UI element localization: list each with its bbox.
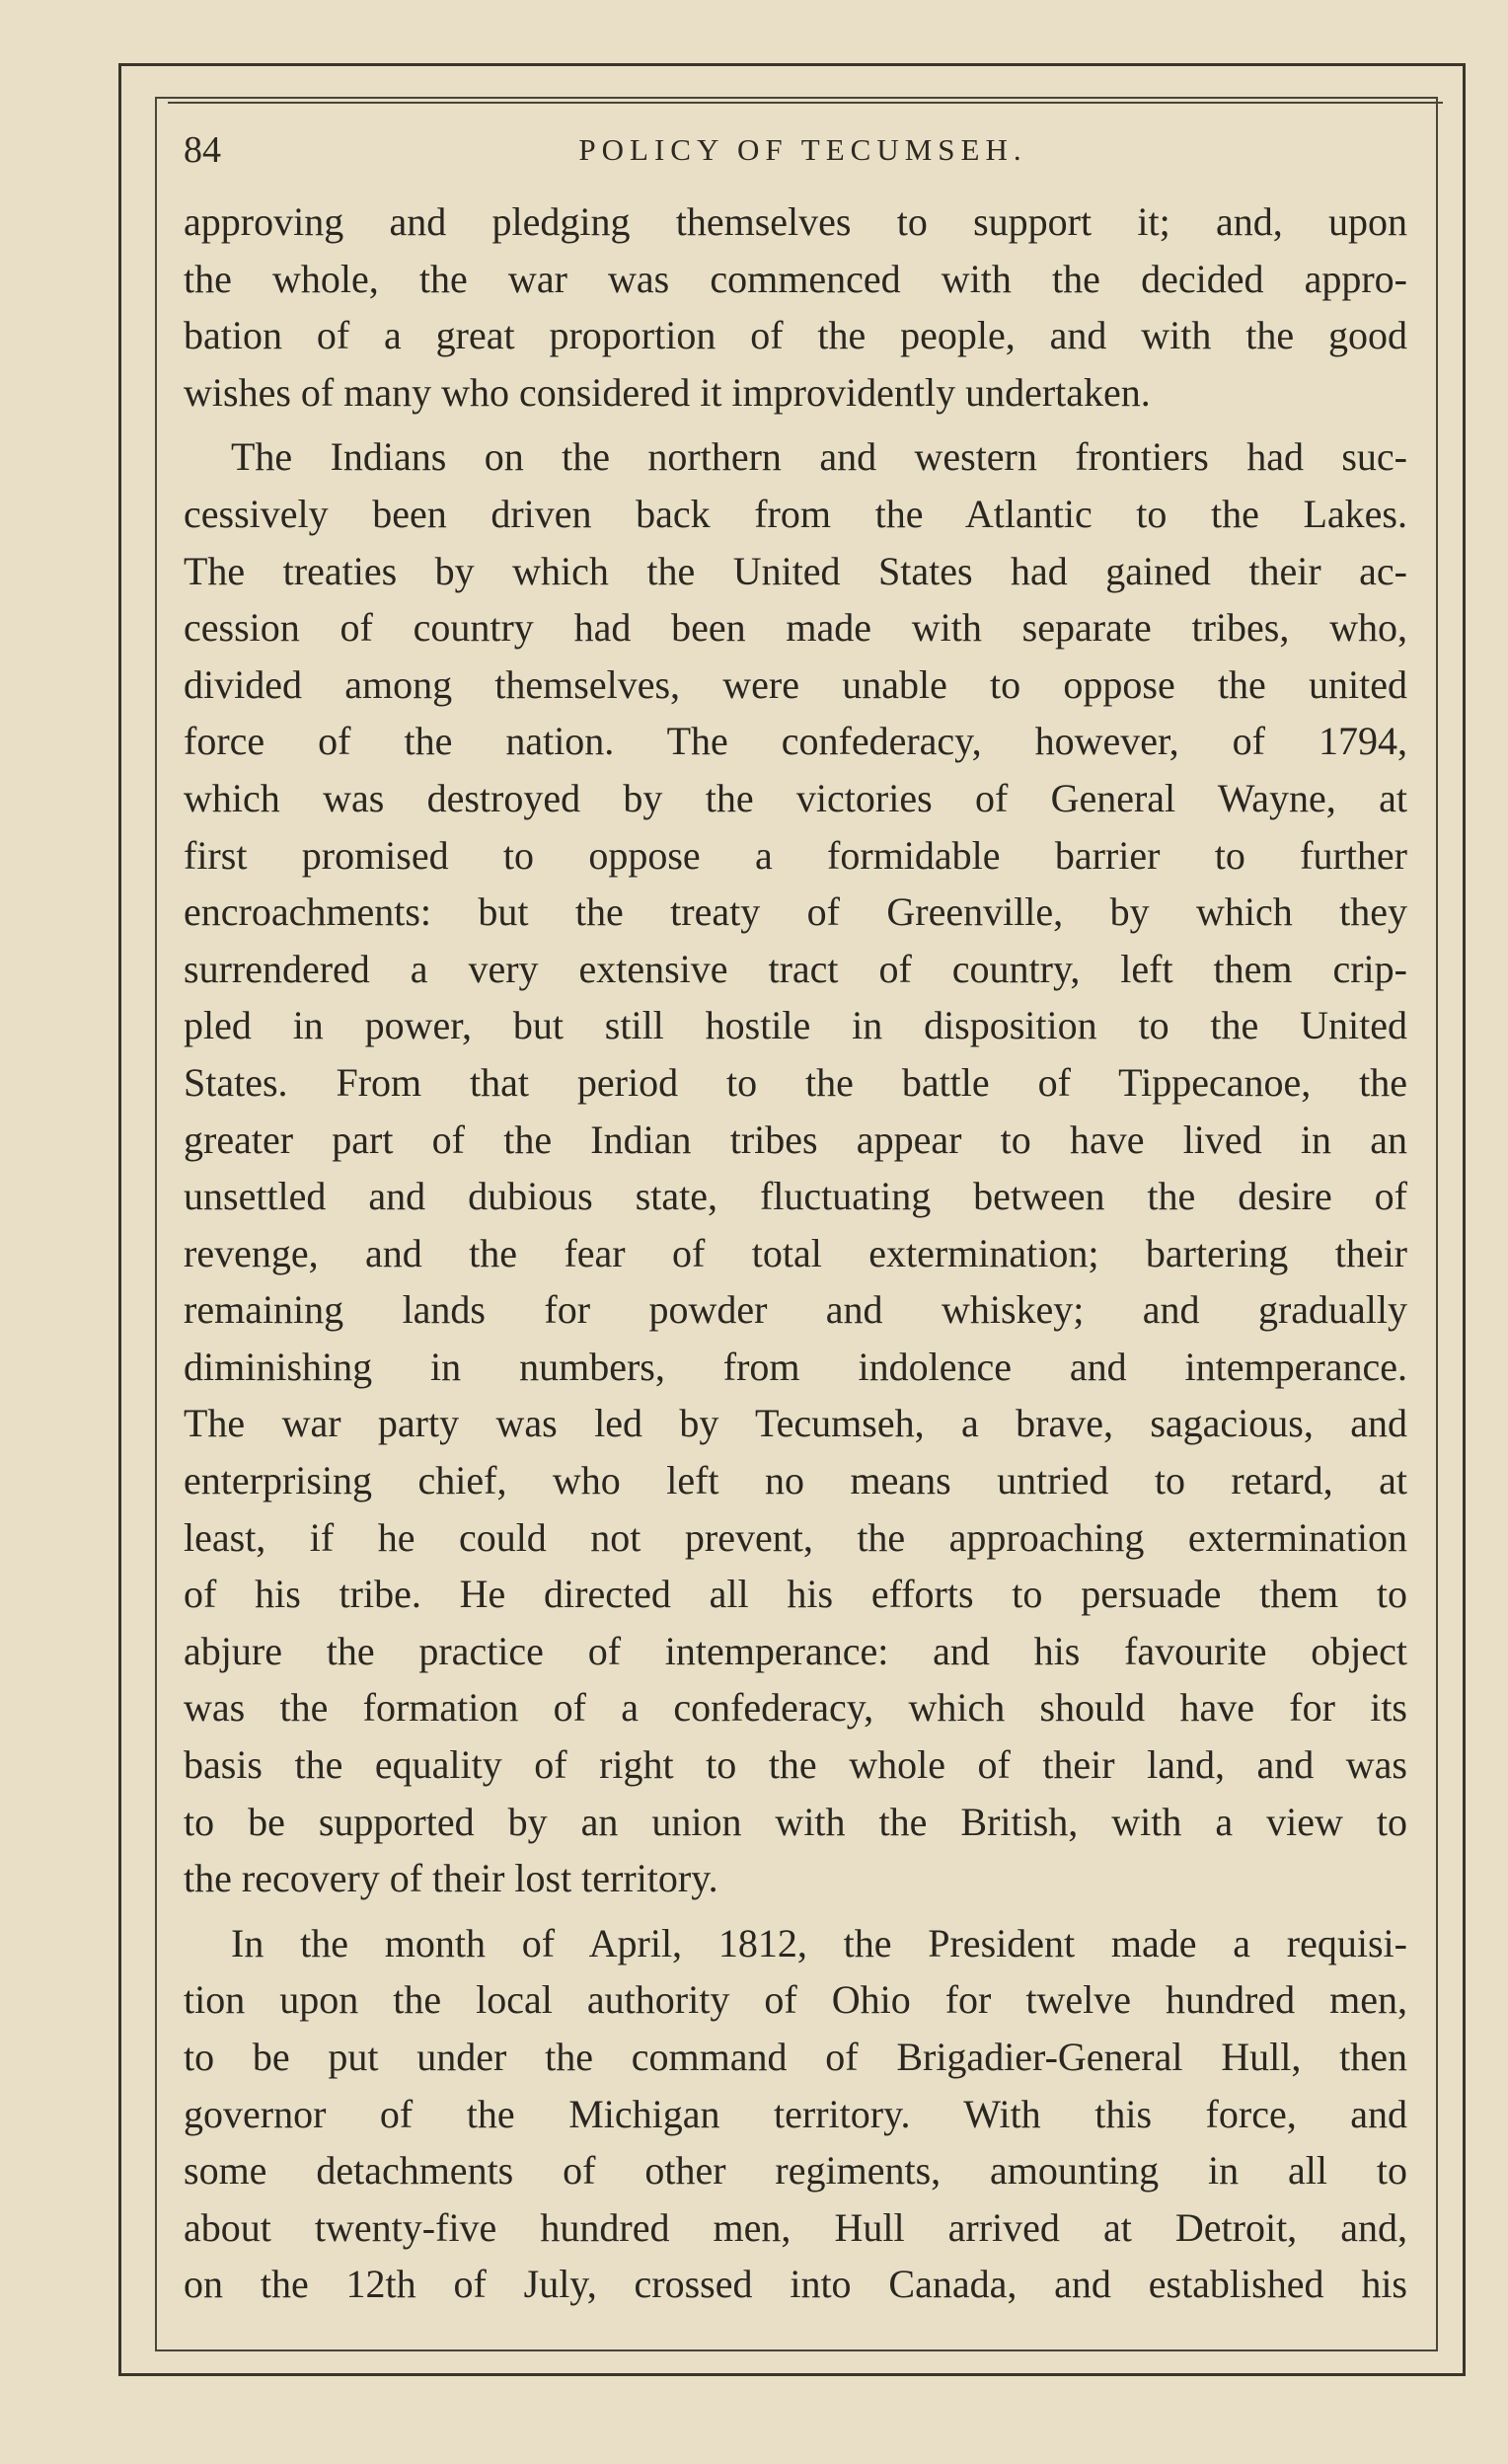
running-title: POLICY OF TECUMSEH. xyxy=(578,132,1027,167)
text-line: States. From that period to the battle of Tippecanoe, the xyxy=(184,1059,1407,1105)
text-line: of his tribe. He directed all his efforts to persuade them to xyxy=(184,1572,1407,1617)
text-line: The war party was led by Tecumseh, a brave, sagacious, and xyxy=(184,1401,1407,1446)
running-head xyxy=(184,128,1422,180)
page-number: 84 xyxy=(184,129,221,171)
text-line: first promised to oppose a formidable barrier to further xyxy=(184,832,1407,878)
header-rule xyxy=(168,102,1443,104)
text-line: cessively been driven back from the Atlantic to the Lakes. xyxy=(184,491,1407,536)
text-line: pled in power, but still hostile in disposition to the United xyxy=(184,1003,1407,1048)
text-line: was the formation of a confederacy, which should have for its xyxy=(184,1685,1407,1731)
body-text xyxy=(184,193,1407,2313)
text-line: The Indians on the northern and western frontiers had suc- xyxy=(231,434,1407,480)
paragraph-gap xyxy=(184,1907,1407,1915)
text-line: surrendered a very extensive tract of country, left them crip- xyxy=(184,946,1407,991)
text-line: greater part of the Indian tribes appear to have lived in an xyxy=(184,1116,1407,1162)
text-line: basis the equality of right to the whole of their land, and was xyxy=(184,1742,1407,1788)
text-line: to be supported by an union with the British, with a view to xyxy=(184,1799,1407,1844)
text-line: The treaties by which the United States had gained their ac- xyxy=(184,548,1407,593)
paragraph xyxy=(184,1915,1407,2313)
text-line: revenge, and the fear of total extermination; bartering their xyxy=(184,1230,1407,1275)
text-line: divided among themselves, were unable to oppose the united xyxy=(184,661,1407,707)
text-line: to be put under the command of Brigadier-General Hull, then xyxy=(184,2035,1407,2079)
text-line: diminishing in numbers, from indolence and intemperance. xyxy=(184,1344,1407,1389)
paragraph-gap xyxy=(184,421,1407,428)
text-line: on the 12th of July, crossed into Canada, and established his xyxy=(184,2262,1407,2307)
text-line: tion upon the local authority of Ohio for twelve hundred men, xyxy=(184,1977,1407,2023)
text-line: unsettled and dubious state, fluctuating between the desire of xyxy=(184,1174,1407,1219)
text-line: force of the nation. The confederacy, however, of 1794, xyxy=(184,719,1407,764)
paragraph xyxy=(184,193,1407,421)
text-line: approving and pledging themselves to support it; and, upon xyxy=(184,199,1407,244)
paragraph xyxy=(184,428,1407,1906)
text-line: remaining lands for powder and whiskey; and gradually xyxy=(184,1287,1407,1333)
text-line: cession of country had been made with separate tribes, who, xyxy=(184,605,1407,651)
text-line: about twenty-five hundred men, Hull arrived at Detroit, and, xyxy=(184,2204,1407,2250)
text-line: the recovery of their lost territory. xyxy=(184,1856,718,1901)
text-line: the whole, the war was commenced with the decided appro- xyxy=(184,256,1407,301)
text-line: encroachments: but the treaty of Greenville, by which they xyxy=(184,889,1407,935)
text-line: wishes of many who considered it improvidently undertaken. xyxy=(184,369,1151,415)
text-line: bation of a great proportion of the people, and with the good xyxy=(184,313,1407,358)
text-line: governor of the Michigan territory. With this force, and xyxy=(184,2091,1407,2136)
text-line: In the month of April, 1812, the President made a requisi- xyxy=(231,1920,1407,1965)
text-line: some detachments of other regiments, amounting in all to xyxy=(184,2148,1407,2194)
text-line: least, if he could not prevent, the approaching extermination xyxy=(184,1514,1407,1560)
text-line: enterprising chief, who left no means untried to retard, at xyxy=(184,1458,1407,1503)
text-line: which was destroyed by the victories of General Wayne, at xyxy=(184,775,1407,820)
text-line: abjure the practice of intemperance: and his favourite object xyxy=(184,1628,1407,1673)
